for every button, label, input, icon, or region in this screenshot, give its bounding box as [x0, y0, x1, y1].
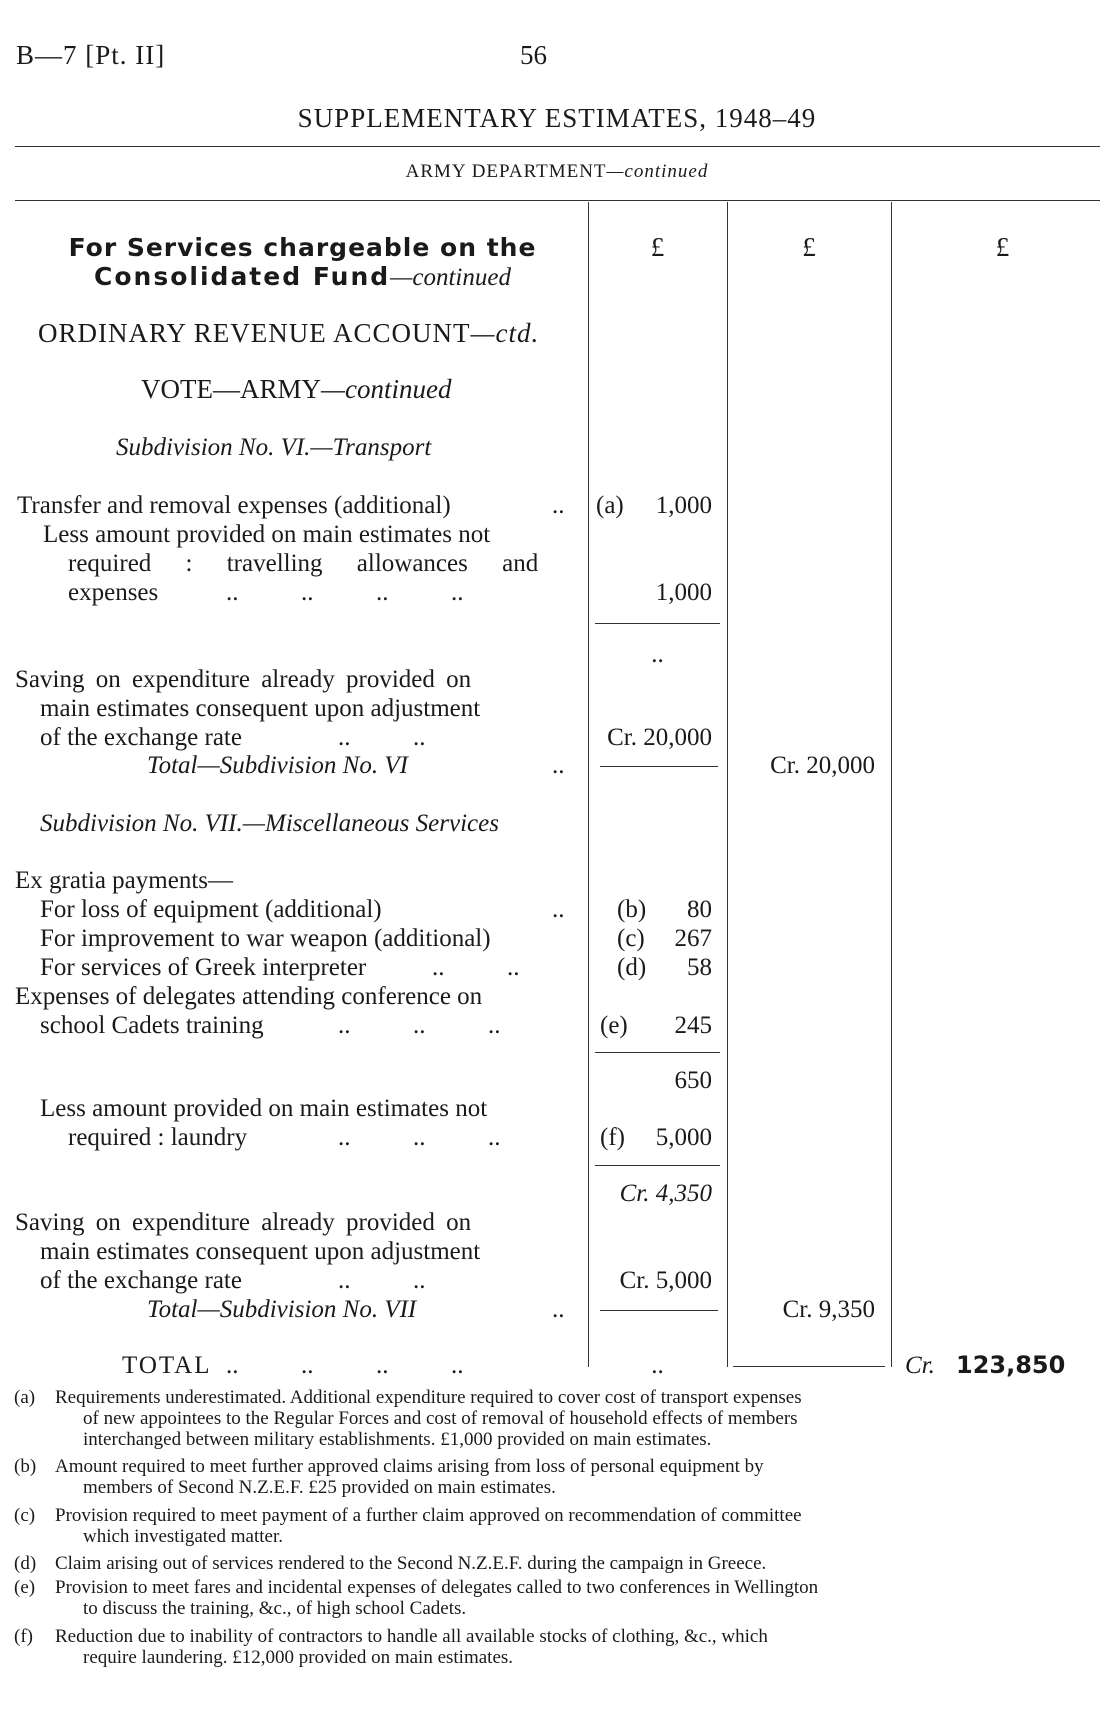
- sub7-saving-line2: main estimates consequent upon adjustment: [40, 1238, 481, 1265]
- footnote-e-line1: Provision to meet fares and incidental expenses of delegates called to two conferences in Wellington: [55, 1577, 819, 1598]
- grand-total-rule: [733, 1366, 885, 1367]
- item-interpreter-label: For services of Greek interpreter: [40, 954, 367, 981]
- column-rule-1: [588, 202, 589, 1367]
- page-number: 56: [520, 40, 547, 70]
- footnote-e-line2: to discuss the training, &c., of high school Cadets.: [83, 1598, 467, 1619]
- item-weapon-amount: 267: [674, 925, 712, 952]
- item-loss-amount: 80: [687, 896, 712, 923]
- department-name: ARMY DEPARTMENT: [405, 161, 607, 182]
- footnote-a-line3: interchanged between military establishments. £1,000 provided on main estimates.: [83, 1429, 712, 1450]
- item-interpreter-note: (d): [617, 954, 647, 981]
- sub6-saving-line3: of the exchange rate: [40, 724, 242, 751]
- delegates-note: (e): [600, 1012, 628, 1039]
- sub6-less-line3: expenses: [68, 579, 159, 606]
- sub6-saving-leader: .. ..: [338, 724, 426, 751]
- delegates-line2: school Cadets training: [40, 1012, 264, 1039]
- item-weapon-label: For improvement to war weapon (additional): [40, 925, 491, 952]
- account-heading: [38, 318, 539, 349]
- section-heading-fund: Consolidated Fund: [94, 262, 391, 291]
- ex-gratia-heading: Ex gratia payments—: [15, 867, 233, 894]
- sub7-net: Cr. 4,350: [619, 1180, 712, 1207]
- column-rule-3: [891, 202, 892, 1367]
- account-name: ORDINARY REVENUE ACCOUNT: [38, 318, 471, 348]
- transfer-amount: 1,000: [655, 492, 712, 519]
- grand-total-prefix: Cr.: [905, 1352, 935, 1379]
- sub7-total-rule: [600, 1310, 718, 1311]
- item-interpreter-amount: 58: [687, 954, 712, 981]
- title-rule: [15, 146, 1100, 147]
- sub6-net: ..: [651, 641, 664, 668]
- sub6-net-rule: [595, 623, 720, 624]
- column-pound-2: £: [802, 232, 816, 262]
- footnote-c-mark: (c): [14, 1505, 36, 1526]
- footnote-b-line1: Amount required to meet further approved claims arising from loss of personal equipment by: [55, 1456, 764, 1477]
- item-interpreter-leader: .. ..: [432, 954, 520, 981]
- grand-total-label: TOTAL: [122, 1352, 212, 1379]
- sub6-total-label: Total—Subdivision No. VI: [147, 752, 408, 779]
- section-heading-continued: —continued: [390, 264, 511, 291]
- page-title: SUPPLEMENTARY ESTIMATES, 1948–49: [297, 103, 817, 133]
- sub7-saving-amount: Cr. 5,000: [619, 1267, 712, 1294]
- section-heading-line2: [20, 262, 585, 292]
- sub6-saving-line1: Saving on expenditure already provided on: [15, 666, 472, 693]
- sub7-less-line1: Less amount provided on main estimates not: [40, 1095, 488, 1122]
- sub6-less-line2: required : travelling allowances and: [68, 550, 539, 577]
- sub6-total-rule: [600, 766, 718, 767]
- transfer-leader: ..: [552, 492, 565, 519]
- footnote-e-mark: (e): [14, 1577, 36, 1598]
- footnote-b-mark: (b): [14, 1456, 37, 1477]
- department-continued: —continued: [606, 161, 709, 182]
- sub6-total-leader: ..: [552, 752, 565, 779]
- column-rule-2: [727, 202, 728, 1367]
- vote-heading: [141, 374, 451, 405]
- delegates-amount: 245: [674, 1012, 712, 1039]
- footnote-f-line1: Reduction due to inability of contractors to handle all available stocks of clothing, &c., which: [55, 1626, 768, 1647]
- sub7-less-leader: .. .. ..: [338, 1124, 501, 1151]
- account-continued: —ctd.: [470, 318, 540, 348]
- footnote-a-line1: Requirements underestimated. Additional expenditure required to cover cost of transport expenses: [55, 1387, 802, 1408]
- item-loss-leader: ..: [552, 896, 565, 923]
- item-loss-label: For loss of equipment (additional): [40, 896, 382, 923]
- header-rule: [15, 200, 1100, 201]
- grand-total-amount: 123,850: [956, 1351, 1066, 1379]
- transfer-note: (a): [596, 492, 624, 519]
- item-loss-note: (b): [617, 896, 647, 923]
- footnote-f-mark: (f): [14, 1626, 33, 1647]
- vote-continued: —continued: [321, 374, 452, 404]
- vote-name: VOTE—ARMY: [141, 374, 321, 404]
- footnote-a-line2: of new appointees to the Regular Forces and cost of removal of household effects of members: [83, 1408, 798, 1429]
- sub6-less-leader: .. .. .. ..: [226, 579, 464, 606]
- sub7-saving-leader: .. ..: [338, 1267, 426, 1294]
- subdivision-6-title: Subdivision No. VI.—Transport: [116, 434, 432, 461]
- department-heading: [0, 161, 1114, 183]
- sub6-saving-line2: main estimates consequent upon adjustment: [40, 695, 481, 722]
- sub7-total-label: Total—Subdivision No. VII: [147, 1296, 417, 1323]
- sub6-total-amount: Cr. 20,000: [770, 752, 875, 779]
- footnote-c-line1: Provision required to meet payment of a further claim approved on recommendation of committee: [55, 1505, 802, 1526]
- sub6-saving-amount: Cr. 20,000: [607, 724, 712, 751]
- footnote-f-line2: require laundering. £12,000 provided on main estimates.: [83, 1647, 514, 1668]
- delegates-line1: Expenses of delegates attending conference on: [15, 983, 483, 1010]
- footnote-d-mark: (d): [14, 1553, 37, 1574]
- sub7-subtotal: 650: [674, 1067, 712, 1094]
- footnote-d-line1: Claim arising out of services rendered to the Second N.Z.E.F. during the campaign in Greece.: [55, 1553, 767, 1574]
- sub7-total-leader: ..: [552, 1296, 565, 1323]
- item-weapon-note: (c): [617, 925, 645, 952]
- column-pound-1: £: [650, 232, 665, 262]
- section-heading-line1: For Services chargeable on the: [68, 233, 537, 262]
- footnote-b-line2: members of Second N.Z.E.F. £25 provided on main estimates.: [83, 1477, 556, 1498]
- sub7-saving-line1: Saving on expenditure already provided on: [15, 1209, 472, 1236]
- column-pound-3: £: [995, 232, 1010, 262]
- sub6-less-amount: 1,000: [655, 579, 712, 606]
- grand-total-leader: .. .. .. ..: [226, 1352, 464, 1379]
- subdivision-7-title: Subdivision No. VII.—Miscellaneous Services: [40, 810, 499, 837]
- sub7-subtotal-rule: [595, 1052, 720, 1053]
- footnote-a-mark: (a): [14, 1387, 36, 1408]
- sub6-less-line1: Less amount provided on main estimates not: [43, 521, 491, 548]
- delegates-leader: .. .. ..: [338, 1012, 501, 1039]
- sub7-net-rule: [595, 1165, 720, 1166]
- sub7-less-amount: 5,000: [655, 1124, 712, 1151]
- grand-total-col1: ..: [651, 1352, 664, 1379]
- sub7-less-note: (f): [600, 1124, 625, 1151]
- transfer-label: Transfer and removal expenses (additional): [17, 492, 451, 519]
- sub7-total-amount: Cr. 9,350: [782, 1296, 875, 1323]
- document-ref: B—7 [Pt. II]: [16, 40, 166, 70]
- footnote-c-line2: which investigated matter.: [83, 1526, 283, 1547]
- sub7-less-line2: required : laundry: [68, 1124, 248, 1151]
- sub7-saving-line3: of the exchange rate: [40, 1267, 242, 1294]
